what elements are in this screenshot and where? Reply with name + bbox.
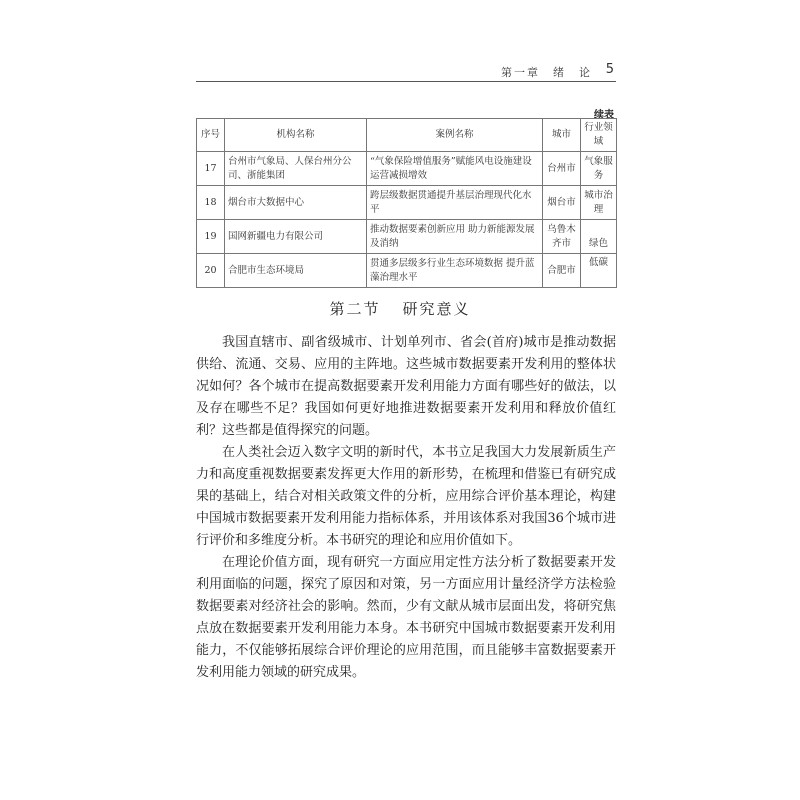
cell-no: 18 <box>197 186 225 220</box>
cell-city: 合肥市 <box>543 254 581 288</box>
paragraph: 在人类社会迈入数字文明的新时代，本书立足我国大力发展新质生产力和高度重视数据要素发挥更大作用的新形势，在梳理和借鉴已有研究成果的基础上，结合对相关政策文件的分析，应用综合评价基本理论，构建中国城市数据要素开发利用能力指标体系，并用该体系对我国36个城市进行评价和多维度分析。本书研究的理论和应用价值如下。 <box>196 445 616 548</box>
cell-org: 烟台市大数据中心 <box>225 186 367 220</box>
case-table <box>196 118 617 288</box>
paragraph: 在理论价值方面，现有研究一方面应用定性方法分析了数据要素开发利用面临的问题，探究了原因和对策，另一方面应用计量经济学方法检验数据要素对经济社会的影响。然而，少有文献从城市层面出发，将研究焦点放在数据要素开发利用能力本身。本书研究中国城市数据要素开发利用能力，不仅能够拓展综合评价理论的应用范围，而且能够丰富数据要素开发利用能力领域的研究成果。 <box>196 555 616 680</box>
column-header-case: 案例名称 <box>367 119 543 152</box>
table-row <box>197 220 617 254</box>
cell-org: 国网新疆电力有限公司 <box>225 220 367 254</box>
cell-case: 贯通多层级多行业生态环境数据 提升蓝藻治理水平 <box>367 254 543 288</box>
section-title: 研究意义 <box>402 300 471 318</box>
cell-org: 合肥市生态环境局 <box>225 254 367 288</box>
section-number: 第二节 <box>329 300 381 318</box>
column-header-city: 城市 <box>543 119 581 152</box>
cell-city: 烟台市 <box>543 186 581 220</box>
table-row <box>197 254 617 288</box>
cell-field: 城市治理 <box>581 186 617 220</box>
body-text <box>196 332 616 684</box>
section-heading <box>0 298 800 319</box>
page-number: 5 <box>605 62 614 77</box>
cell-case: 跨层级数据贯通提升基层治理现代化水平 <box>367 186 543 220</box>
column-header-org: 机构名称 <box>225 119 367 152</box>
cell-case: 推动数据要素创新应用 助力新能源发展及消纳 <box>367 220 543 254</box>
column-header-field: 行业领域 <box>581 119 617 152</box>
cell-field: 低碳 <box>581 254 617 288</box>
cell-field: 气象服务 <box>581 152 617 186</box>
header-rule <box>196 81 616 82</box>
table-continuation-label: 续表 <box>594 110 614 121</box>
cell-case: “气象保险增值服务”赋能风电设施建设运营减损增效 <box>367 152 543 186</box>
chapter-title: 第一章 绪 论 <box>501 66 592 79</box>
paragraph: 我国直辖市、副省级城市、计划单列市、省会(首府)城市是推动数据供给、流通、交易、应用的主阵地。这些城市数据要素开发利用的整体状况如何？各个城市在提高数据要素开发利用能力方面有哪些好的做法，以及存在哪些不足？我国如何更好地推进数据要素开发利用和释放价值红利？这些都是值得探究的问题。 <box>196 335 616 438</box>
cell-city: 乌鲁木齐市 <box>543 220 581 254</box>
table-row <box>197 152 617 186</box>
cell-no: 17 <box>197 152 225 186</box>
cell-no: 20 <box>197 254 225 288</box>
cell-org: 台州市气象局、人保台州分公司、浙能集团 <box>225 152 367 186</box>
table-header-row <box>197 119 617 152</box>
cell-no: 19 <box>197 220 225 254</box>
cell-field: 绿色 <box>581 220 617 254</box>
table-row <box>197 186 617 220</box>
cell-city: 台州市 <box>543 152 581 186</box>
column-header-no: 序号 <box>197 119 225 152</box>
running-header <box>196 62 616 80</box>
